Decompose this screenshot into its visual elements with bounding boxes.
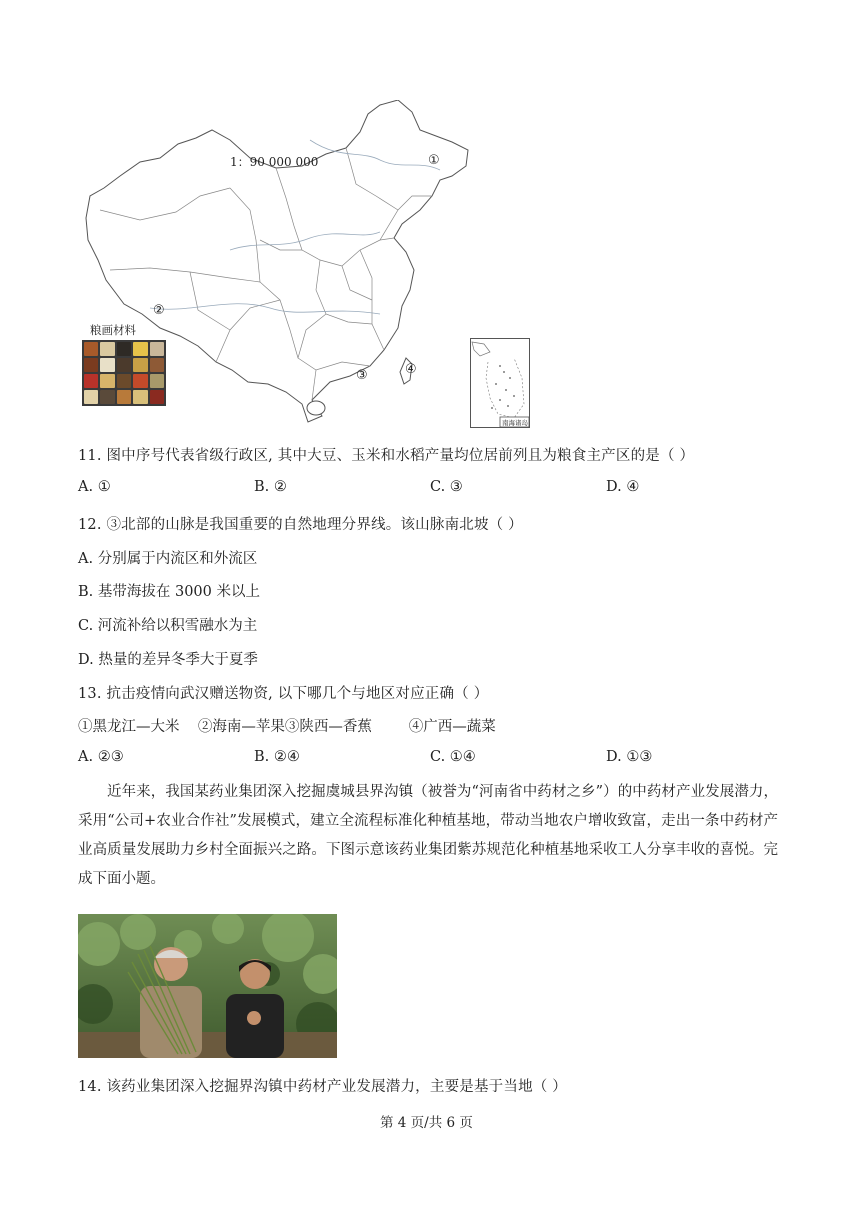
grain-cell xyxy=(84,358,98,372)
grain-cell xyxy=(117,358,131,372)
q12-option-b: B. 基带海拔在 3000 米以上 xyxy=(78,584,260,600)
q13-items: ①黑龙江—大米 ②海南—苹果③陕西—香蕉 ④广西—蔬菜 xyxy=(78,719,496,735)
q11-option-b: B. ② xyxy=(254,479,287,495)
q11-option-a: A. ① xyxy=(78,479,111,495)
q13-option-b: B. ②④ xyxy=(254,749,300,765)
grain-cell xyxy=(117,374,131,388)
grain-cell xyxy=(150,374,164,388)
harvest-workers-photo xyxy=(78,914,337,1058)
grain-cell xyxy=(84,390,98,404)
grain-cell xyxy=(150,390,164,404)
q11-option-c: C. ③ xyxy=(430,479,463,495)
grain-cell xyxy=(117,342,131,356)
grain-cell xyxy=(133,374,147,388)
q11-option-d: D. ④ xyxy=(606,479,640,495)
question-11-stem: 11. 图中序号代表省级行政区, 其中大豆、玉米和水稻产量均位居前列且为粮食主产区的是（ ） xyxy=(78,448,695,464)
inset-label: 南海诸岛 xyxy=(502,419,528,427)
grain-cell xyxy=(84,374,98,388)
q12-option-a: A. 分别属于内流区和外流区 xyxy=(78,551,258,567)
grain-cell xyxy=(150,342,164,356)
marker-4: ④ xyxy=(405,362,417,377)
marker-2: ② xyxy=(153,303,165,318)
map-scale-label: 1：90 000 000 xyxy=(230,155,319,169)
grain-cell xyxy=(150,358,164,372)
hainan-island xyxy=(307,401,325,415)
grain-cell xyxy=(133,342,147,356)
page-footer: 第 4 页/共 6 页 xyxy=(380,1115,473,1131)
q12-option-c: C. 河流补给以积雪融水为主 xyxy=(78,618,258,634)
grain-cell xyxy=(133,390,147,404)
reading-passage xyxy=(78,778,778,894)
q13-option-a: A. ②③ xyxy=(78,749,124,765)
marker-1: ① xyxy=(428,153,440,168)
grain-material-label: 粮画材料 xyxy=(90,323,136,337)
question-12-stem: 12. ③北部的山脉是我国重要的自然地理分界线。该山脉南北坡（ ） xyxy=(78,517,523,533)
marker-3: ③ xyxy=(356,368,368,383)
grain-material-image xyxy=(82,340,166,406)
grain-cell xyxy=(117,390,131,404)
grain-cell xyxy=(100,374,114,388)
grain-cell xyxy=(100,390,114,404)
grain-cell xyxy=(100,342,114,356)
q13-option-d: D. ①③ xyxy=(606,749,653,765)
q12-option-d: D. 热量的差异冬季大于夏季 xyxy=(78,652,258,668)
q13-option-c: C. ①④ xyxy=(430,749,476,765)
grain-cell xyxy=(133,358,147,372)
south-china-sea-inset xyxy=(470,338,530,428)
passage-text: 近年来，我国某药业集团深入挖掘虞城县界沟镇（被誉为“河南省中药材之乡”）的中药材产业发展潜力，采用“公司+农业合作社”发展模式，建立全流程标准化种植基地，带动当地农户增收致富，走出一条中药材产业高质量发展助力乡村全面振兴之路。下图示意该药业集团紫苏规范化种植基地采收工人分享丰收的喜悦。完成下面小题。 xyxy=(78,784,778,887)
question-13-stem: 13. 抗击疫情向武汉赠送物资, 以下哪几个与地区对应正确（ ） xyxy=(78,686,489,702)
grain-cell xyxy=(100,358,114,372)
question-14-stem: 14. 该药业集团深入挖掘界沟镇中药材产业发展潜力，主要是基于当地（ ） xyxy=(78,1079,567,1095)
grain-cell xyxy=(84,342,98,356)
